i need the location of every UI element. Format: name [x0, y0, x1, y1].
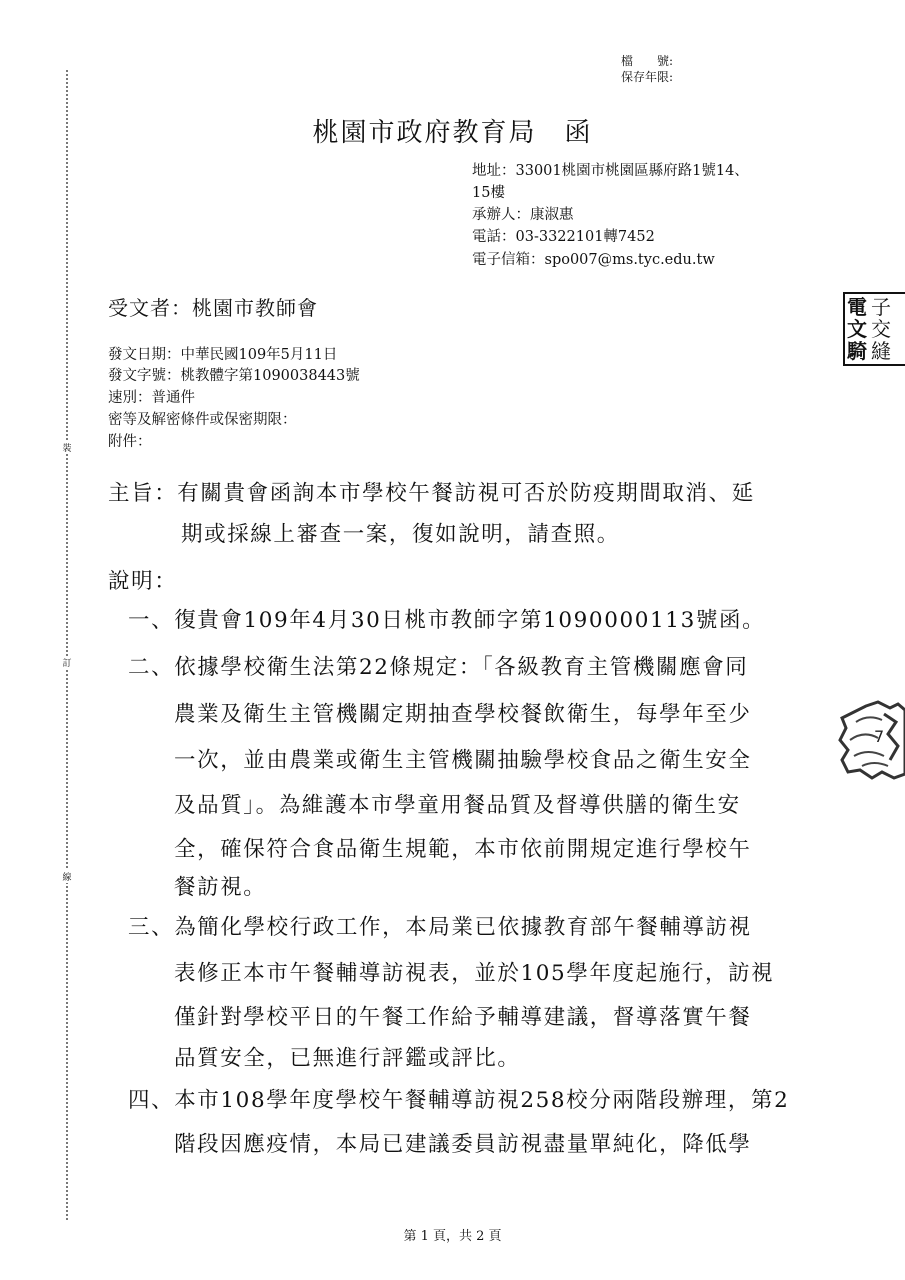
seal-icon: [838, 700, 905, 780]
subject-line-1: 主旨：有關貴會函詢本市學校午餐訪視可否於防疫期間取消、延: [108, 481, 755, 506]
explanation-item-3-line-4: 品質安全，已無進行評鑑或評比。: [174, 1046, 521, 1071]
explanation-heading: 說明：: [108, 569, 178, 594]
explanation-item-3-line-1: 三、為簡化學校行政工作，本局業已依據教育部午餐輔導訪視: [128, 915, 752, 940]
explanation-item-3-line-3: 僅針對學校平日的午餐工作給予輔導建議，督導落實午餐: [174, 1005, 752, 1030]
seal-stamp: [838, 700, 905, 780]
attachments: 附件：: [108, 434, 152, 450]
recipient: 受文者：桃園市教師會: [108, 296, 318, 320]
explanation-item-3-line-2: 表修正本市午餐輔導訪視表，並於105學年度起施行，訪視: [174, 961, 775, 986]
secrecy-level: 密等及解密條件或保密期限：: [108, 412, 297, 428]
seal-digit: 7: [874, 727, 885, 746]
e-document-seam-stamp: [843, 292, 905, 366]
contact-address-line2: 15樓: [472, 185, 505, 201]
explanation-item-2-line-6: 餐訪視。: [174, 875, 267, 900]
binding-line: [66, 70, 68, 1220]
contact-email: 電子信箱：spo007@ms.tyc.edu.tw: [472, 252, 715, 268]
explanation-item-2-line-3: 一次，並由農業或衛生主管機關抽驗學校食品之衛生安全: [174, 748, 752, 773]
contact-address-line1: 地址：33001桃園市桃園區縣府路1號14、: [472, 163, 749, 179]
binding-char-ding: 訂: [60, 656, 74, 669]
explanation-item-1-line-1: 一、復貴會109年4月30日桃市教師字第1090000113號函。: [128, 608, 766, 633]
explanation-item-4-line-2: 階段因應疫情，本局已建議委員訪視盡量單純化，降低學: [174, 1132, 752, 1157]
explanation-item-2-line-2: 農業及衛生主管機關定期抽查學校餐飲衛生，每學年至少: [174, 702, 752, 727]
explanation-item-2-line-5: 全，確保符合食品衛生規範，本市依前開規定進行學校午: [174, 837, 752, 862]
speed-class: 速別：普通件: [108, 390, 195, 406]
document-title: 桃園市政府教育局 函: [312, 118, 593, 148]
file-number-label: 檔 號:: [621, 54, 674, 68]
contact-handler: 承辦人：康淑惠: [472, 207, 574, 223]
issue-date: 發文日期：中華民國109年5月11日: [108, 347, 338, 363]
binding-char-zhuang: 裝: [60, 441, 74, 454]
binding-char-xian: 線: [60, 870, 74, 883]
stamp-column-1: 電文騎: [847, 295, 867, 363]
explanation-item-4-line-1: 四、本市108學年度學校午餐輔導訪視258校分兩階段辦理，第2: [128, 1088, 790, 1113]
explanation-item-2-line-1: 二、依據學校衛生法第22條規定：「各級教育主管機關應會同: [128, 655, 749, 680]
contact-phone: 電話：03-3322101轉7452: [472, 229, 655, 245]
page-number: 第 1 頁，共 2 頁: [403, 1229, 502, 1244]
stamp-column-2: 子交縫: [871, 295, 891, 363]
retention-label: 保存年限:: [621, 70, 674, 84]
subject-line-2: 期或採線上審查一案，復如說明，請查照。: [181, 522, 620, 547]
document-number: 發文字號：桃教體字第1090038443號: [108, 368, 360, 384]
explanation-item-2-line-4: 及品質」。為維護本市學童用餐品質及督導供膳的衛生安: [174, 793, 741, 818]
